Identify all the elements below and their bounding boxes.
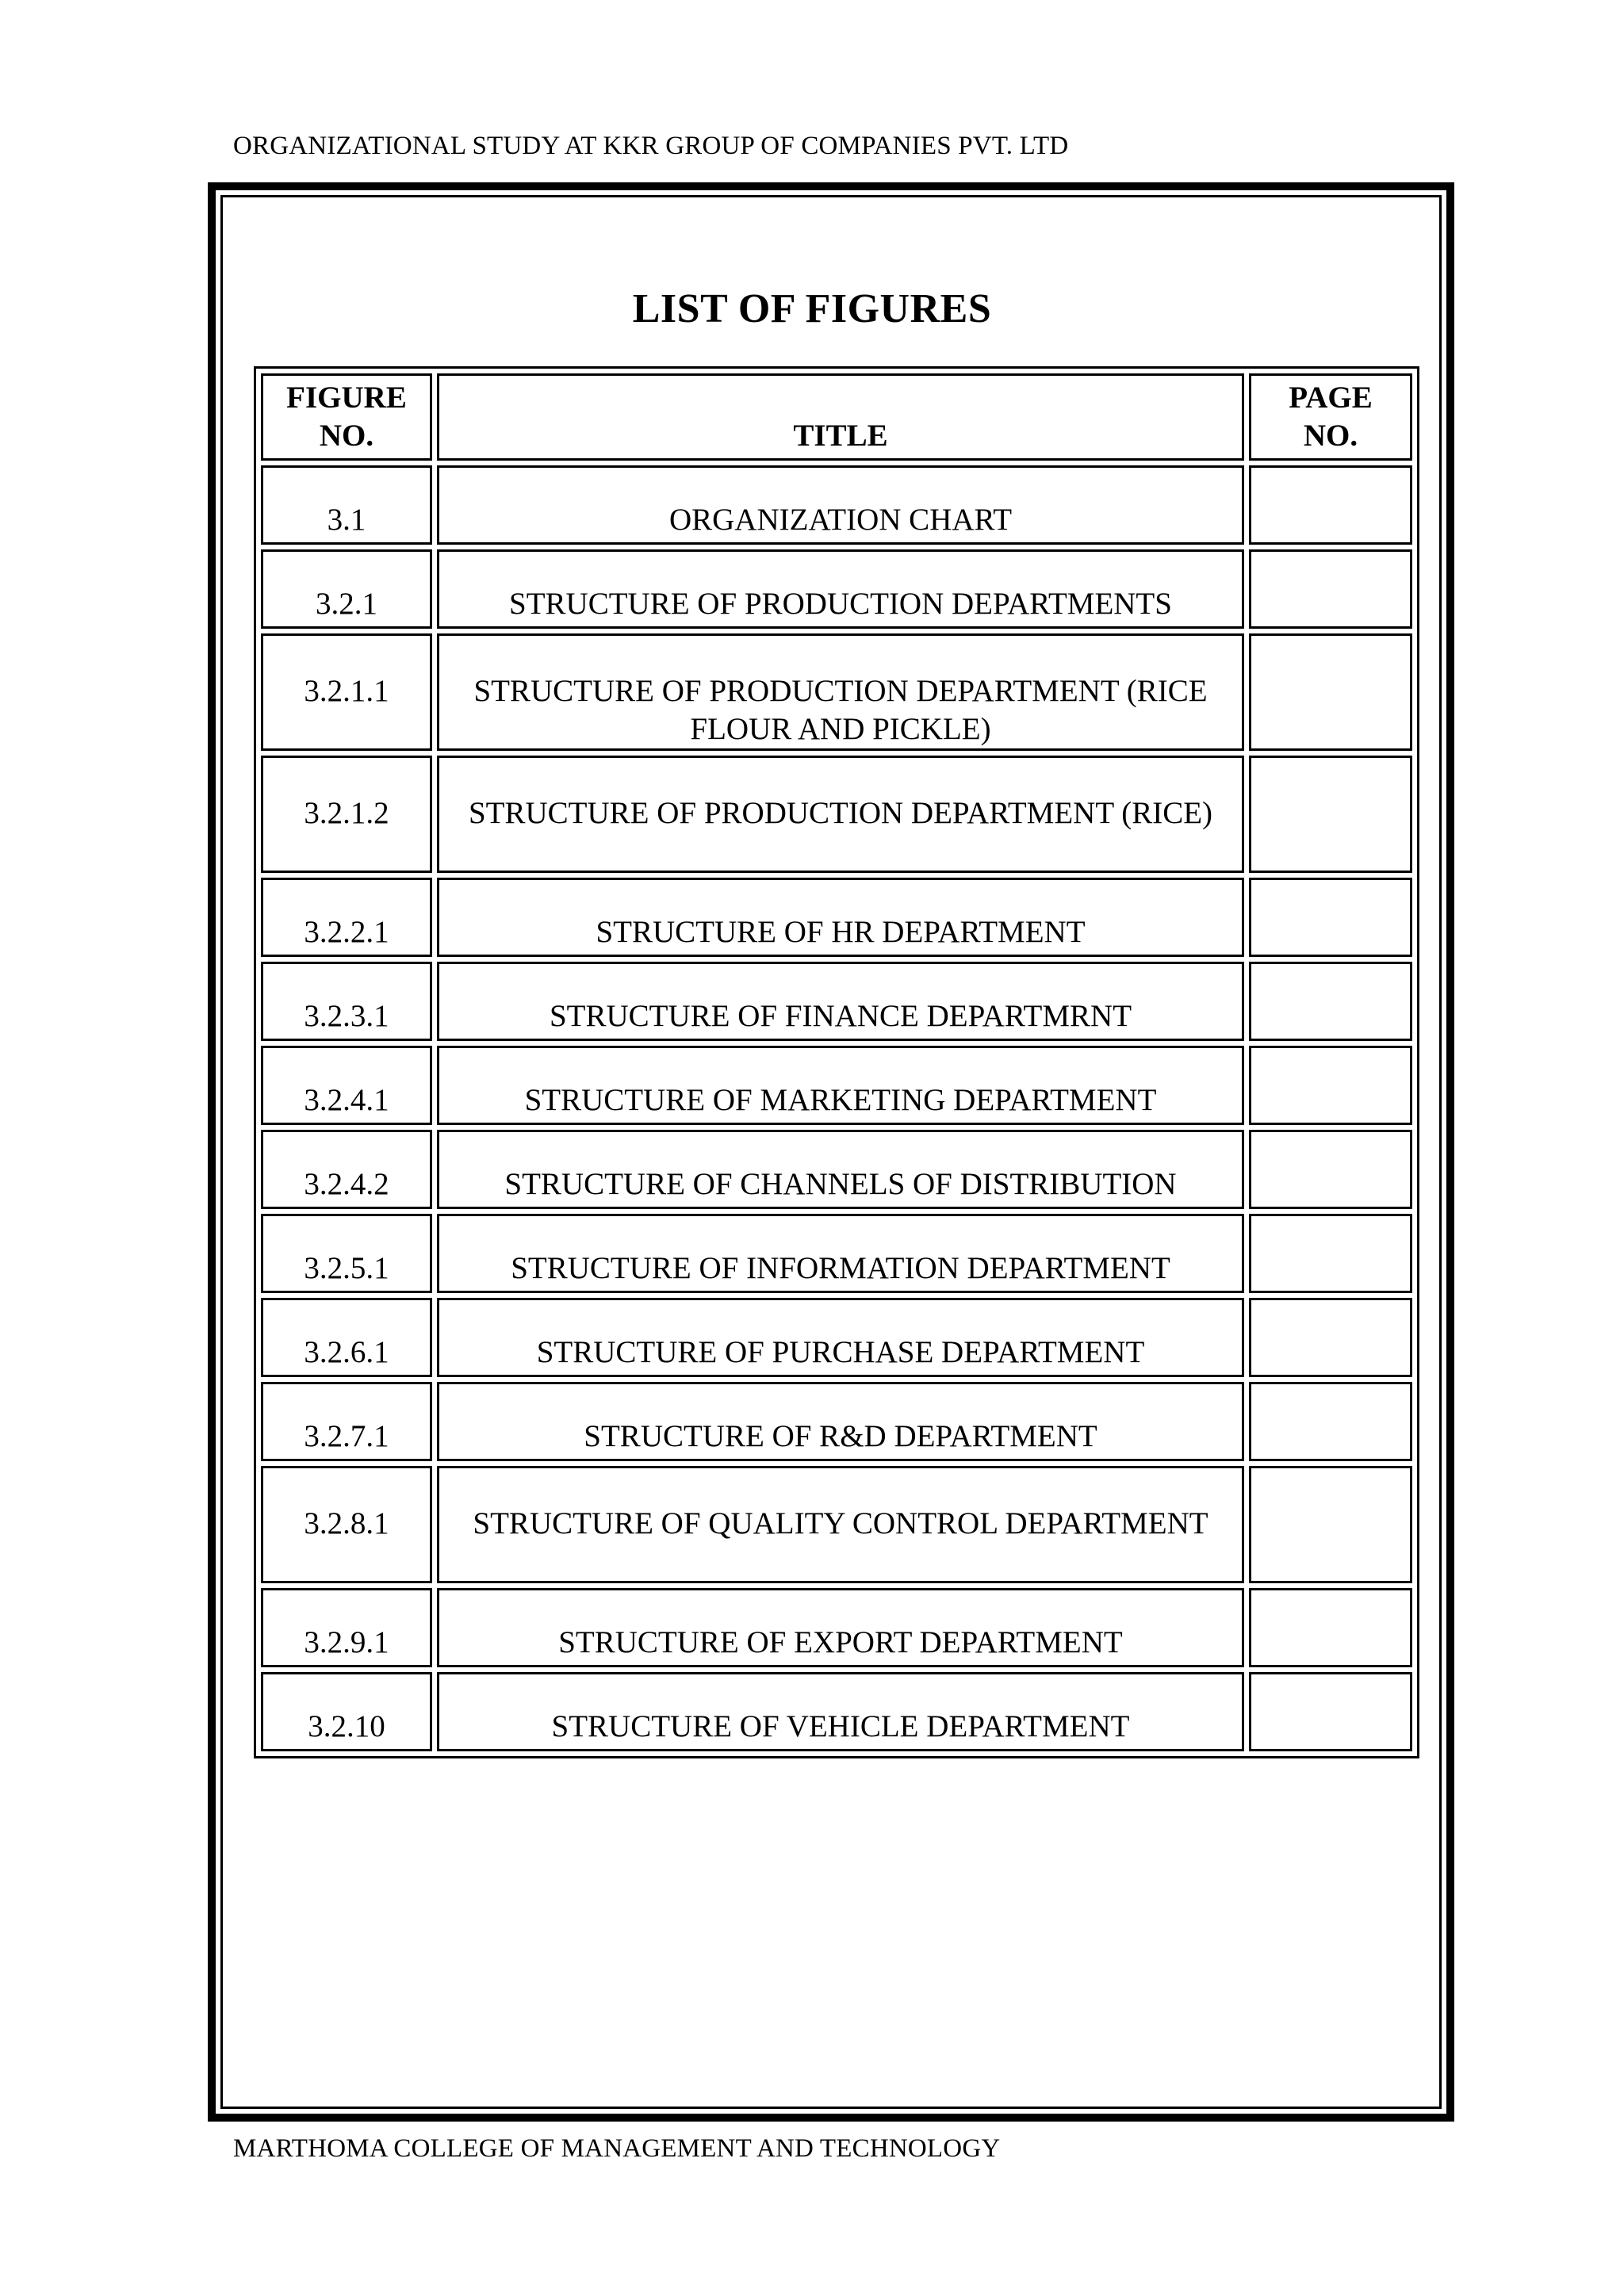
figure-title: STRUCTURE OF PRODUCTION DEPARTMENTS xyxy=(437,549,1244,629)
figure-number: 3.2.5.1 xyxy=(261,1214,432,1293)
table-row xyxy=(261,1466,1412,1583)
table-row xyxy=(261,633,1412,751)
figure-number: 3.2.6.1 xyxy=(261,1298,432,1377)
table-row xyxy=(261,1214,1412,1293)
figure-title: STRUCTURE OF INFORMATION DEPARTMENT xyxy=(437,1214,1244,1293)
page-number xyxy=(1249,1298,1412,1377)
table-row xyxy=(261,1046,1412,1125)
figure-title: STRUCTURE OF HR DEPARTMENT xyxy=(437,878,1244,957)
figure-title: STRUCTURE OF MARKETING DEPARTMENT xyxy=(437,1046,1244,1125)
table-row xyxy=(261,1130,1412,1209)
figure-number: 3.2.7.1 xyxy=(261,1382,432,1461)
table-row xyxy=(261,878,1412,957)
figure-number: 3.2.9.1 xyxy=(261,1588,432,1667)
figure-number: 3.1 xyxy=(261,465,432,545)
figure-number: 3.2.1.1 xyxy=(261,633,432,751)
figure-number: 3.2.1.2 xyxy=(261,756,432,873)
running-footer: MARTHOMA COLLEGE OF MANAGEMENT AND TECHNOLOGY xyxy=(233,2134,1001,2163)
figure-number: 3.2.2.1 xyxy=(261,878,432,957)
page-number xyxy=(1249,878,1412,957)
figure-title: STRUCTURE OF CHANNELS OF DISTRIBUTION xyxy=(437,1130,1244,1209)
page-number xyxy=(1249,1130,1412,1209)
running-header: ORGANIZATIONAL STUDY AT KKR GROUP OF COMPANIES PVT. LTD xyxy=(233,132,1069,160)
figure-title: STRUCTURE OF R&D DEPARTMENT xyxy=(437,1382,1244,1461)
page-number xyxy=(1249,465,1412,545)
page-number xyxy=(1249,633,1412,751)
figure-number: 3.2.10 xyxy=(261,1672,432,1751)
figure-title: STRUCTURE OF FINANCE DEPARTMRNT xyxy=(437,962,1244,1041)
page-number xyxy=(1249,756,1412,873)
figures-table xyxy=(254,366,1419,1758)
table-row xyxy=(261,1588,1412,1667)
header-figure-no: FIGURE NO. xyxy=(261,373,432,461)
page-number xyxy=(1249,1588,1412,1667)
figure-number: 3.2.3.1 xyxy=(261,962,432,1041)
table-row xyxy=(261,756,1412,873)
page-number xyxy=(1249,962,1412,1041)
table-row xyxy=(261,1298,1412,1377)
table-row xyxy=(261,1672,1412,1751)
figure-title: STRUCTURE OF PRODUCTION DEPARTMENT (RICE FLOUR AND PICKLE) xyxy=(437,633,1244,751)
figure-title: STRUCTURE OF PRODUCTION DEPARTMENT (RICE) xyxy=(437,756,1244,873)
page-title: LIST OF FIGURES xyxy=(632,286,992,331)
table-row xyxy=(261,549,1412,629)
figure-title: ORGANIZATION CHART xyxy=(437,465,1244,545)
figure-title: STRUCTURE OF QUALITY CONTROL DEPARTMENT xyxy=(437,1466,1244,1583)
table-row xyxy=(261,465,1412,545)
page-number xyxy=(1249,1214,1412,1293)
page-number xyxy=(1249,1046,1412,1125)
page-number xyxy=(1249,1466,1412,1583)
page-number xyxy=(1249,549,1412,629)
table-row xyxy=(261,962,1412,1041)
figure-number: 3.2.1 xyxy=(261,549,432,629)
table-row xyxy=(261,1382,1412,1461)
header-title: TITLE xyxy=(437,373,1244,461)
table-header-row xyxy=(261,373,1412,461)
page-number xyxy=(1249,1382,1412,1461)
figure-number: 3.2.8.1 xyxy=(261,1466,432,1583)
header-page-no: PAGE NO. xyxy=(1249,373,1412,461)
figure-title: STRUCTURE OF EXPORT DEPARTMENT xyxy=(437,1588,1244,1667)
page-number xyxy=(1249,1672,1412,1751)
figure-title: STRUCTURE OF PURCHASE DEPARTMENT xyxy=(437,1298,1244,1377)
figure-number: 3.2.4.2 xyxy=(261,1130,432,1209)
figure-title: STRUCTURE OF VEHICLE DEPARTMENT xyxy=(437,1672,1244,1751)
figure-number: 3.2.4.1 xyxy=(261,1046,432,1125)
